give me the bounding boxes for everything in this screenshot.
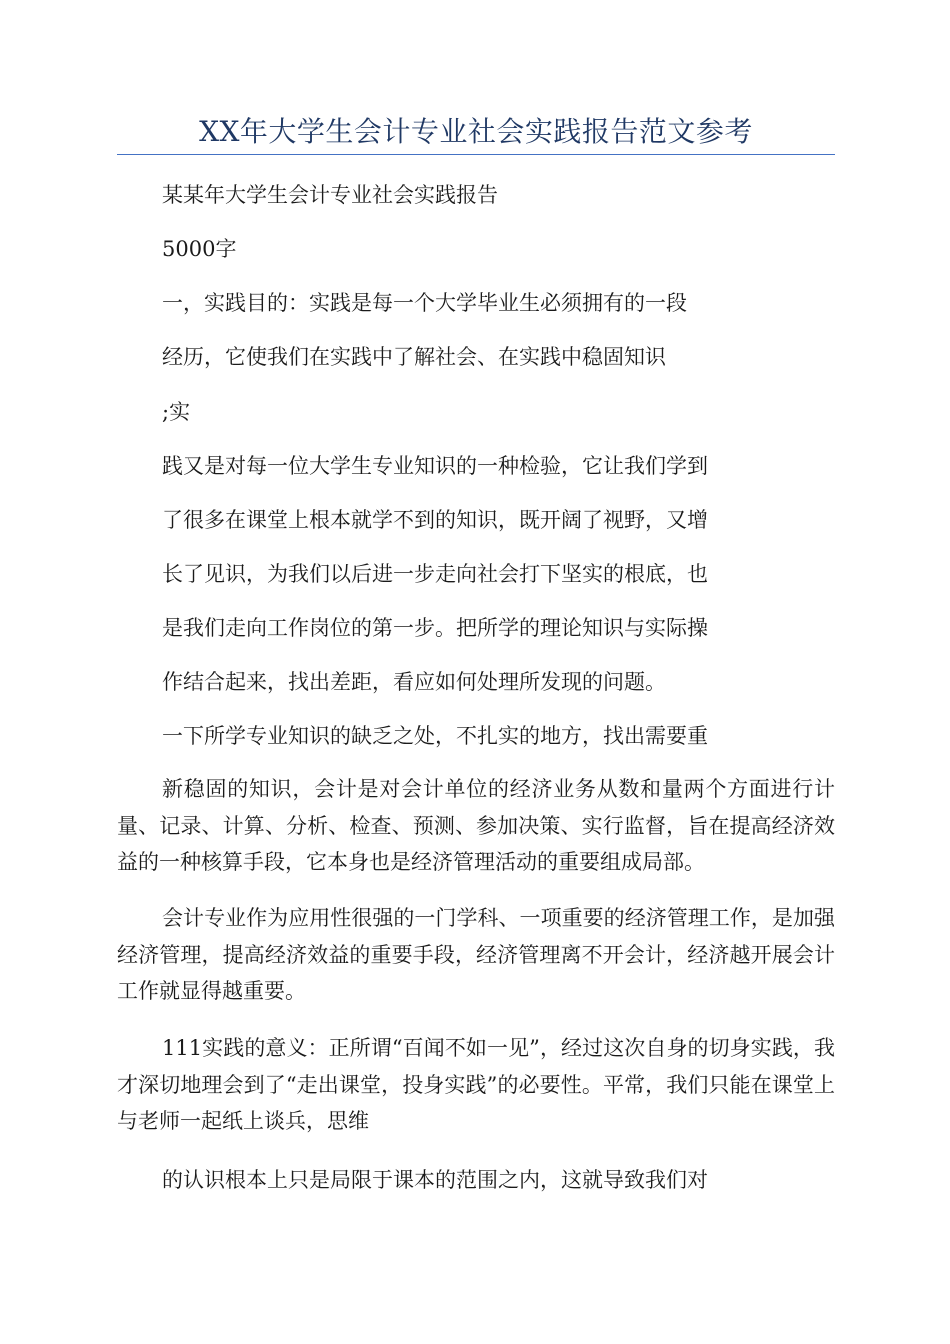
body-paragraph: 111实践的意义：正所谓“百闻不如一见”，经过这次自身的切身实践，我才深切地理会到了“走出课堂，投身实践”的必要性。平常，我们只能在课堂上与老师一起纸上谈兵，思维 — [117, 1036, 835, 1133]
text-line: 某某年大学生会计专业社会实践报告 — [162, 183, 498, 207]
text-line: 一下所学专业知识的缺乏之处，不扎实的地方，找出需要重 — [162, 724, 708, 748]
document-title: XX年大学生会计专业社会实践报告范文参考 — [199, 115, 753, 148]
text-line: 经历，它使我们在实践中了解社会、在实践中稳固知识 — [162, 345, 666, 369]
text-line: 长了见识，为我们以后进一步走向社会打下坚实的根底，也 — [162, 562, 708, 586]
text-line: 一，实践目的：实践是每一个大学毕业生必须拥有的一段 — [162, 291, 687, 315]
text-line: ;实 — [162, 400, 191, 424]
text-line: 是我们走向工作岗位的第一步。把所学的理论知识与实际操 — [162, 616, 708, 640]
text-line: 了很多在课堂上根本就学不到的知识，既开阔了视野，又增 — [162, 508, 708, 532]
text-line: 5000字 — [162, 237, 237, 261]
title-underline — [117, 154, 835, 155]
body-paragraph: 会计专业作为应用性很强的一门学科、一项重要的经济管理工作，是加强经济管理，提高经济效益的重要手段，经济管理离不开会计，经济越开展会计工作就显得越重要。 — [117, 906, 835, 1003]
text-line: 作结合起来，找出差距，看应如何处理所发现的问题。 — [162, 670, 666, 694]
body-paragraph: 的认识根本上只是局限于课本的范围之内，这就导致我们对 — [162, 1168, 708, 1192]
text-line: 践又是对每一位大学生专业知识的一种检验，它让我们学到 — [162, 454, 708, 478]
body-paragraph: 新稳固的知识，会计是对会计单位的经济业务从数和量两个方面进行计量、记录、计算、分析、检查、预测、参加决策、实行监督，旨在提高经济效益的一种核算手段，它本身也是经济管理活动的重要组成局部。 — [117, 777, 835, 874]
